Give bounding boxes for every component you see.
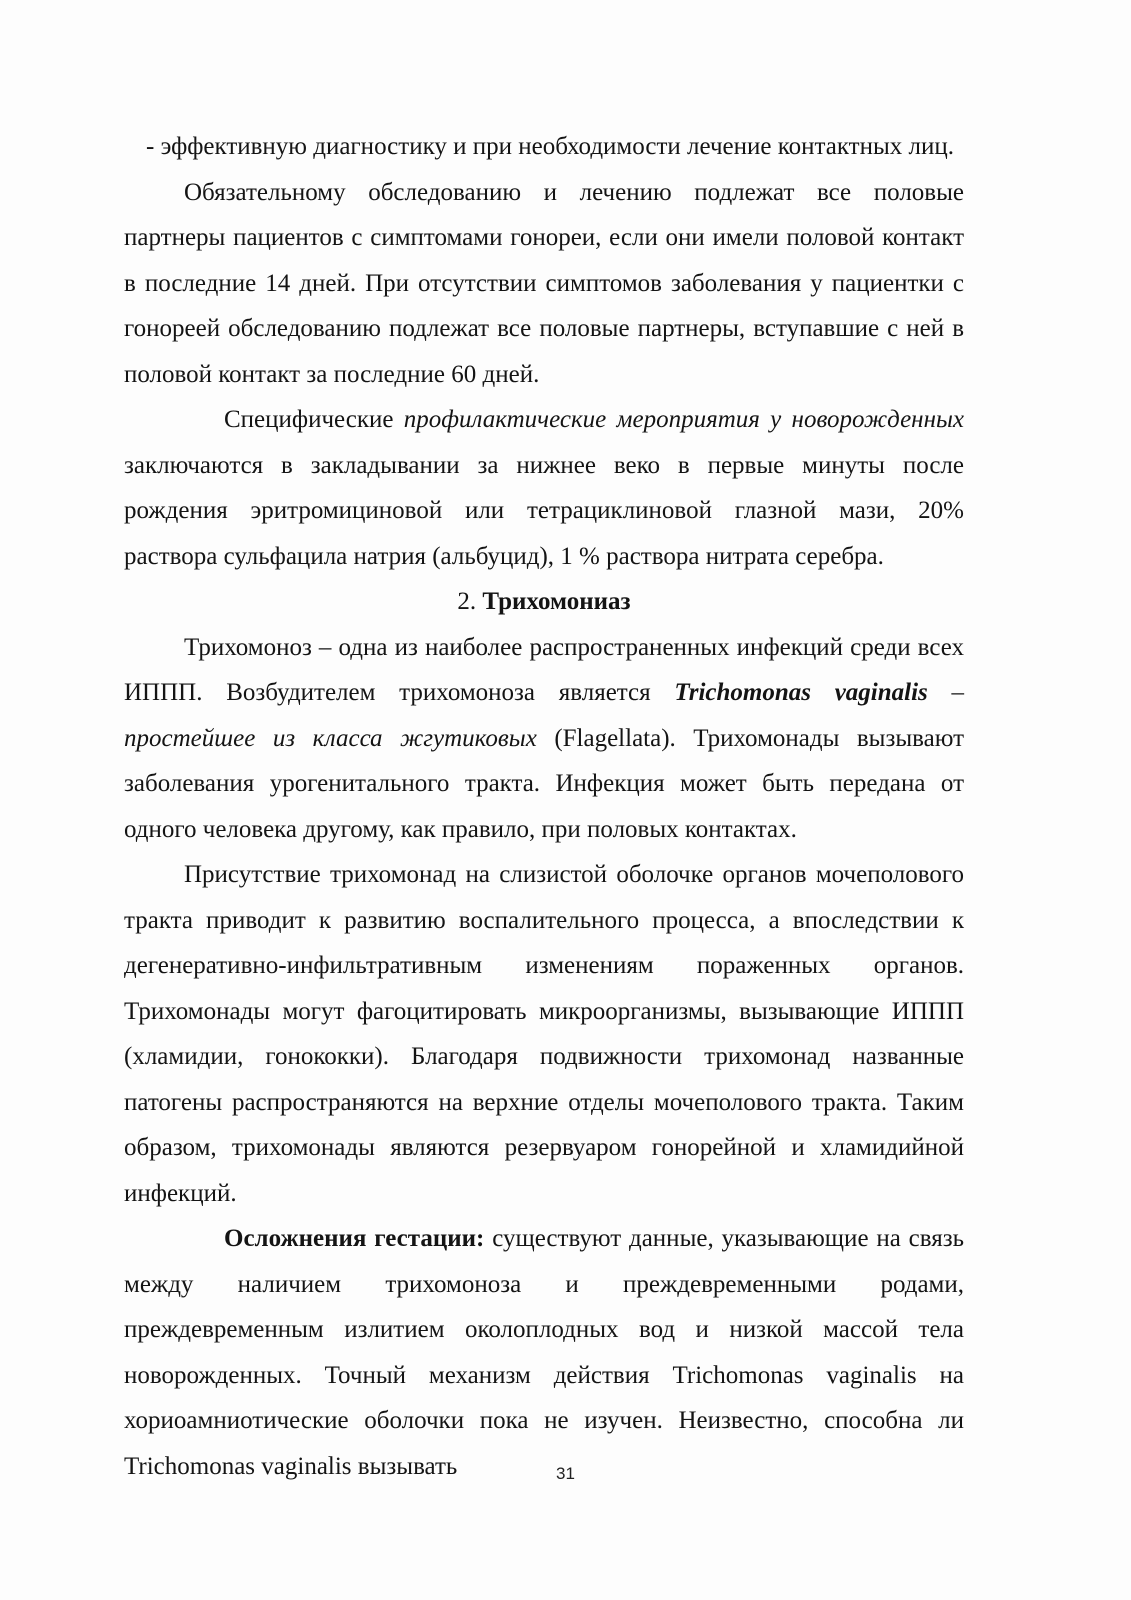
paragraph-partner-examination: Обязательному обследованию и лечению подлежат все половые партнеры пациентов с симптомами гонореи, если они имели половой контакт в последние 14 дней. При отсутствии симптомов заболевания у пациентки с гонореей обследованию подлежат все половые партнеры, вступавшие с ней в половой контакт за последние 60 дней. xyxy=(124,178,964,388)
paragraph-trichomoniasis-intro xyxy=(124,625,964,853)
complications-term: Осложнения гестации: xyxy=(224,1225,485,1252)
prophylaxis-body-text: заключаются в закладывании за нижнее веко в первые минуты после рождения эритромициновой или тетрациклиновой глазной мази, 20% раствора сульфацила натрия (альбуцид), 1 % раствора нитрата серебра. xyxy=(124,451,964,570)
pathogen-name: Trichomonas vaginalis xyxy=(674,679,928,706)
intro-text-1: Трихомоноз – одна из наиболее распространенных инфекций среди всех ИППП. Возбудителем трихомоноза является xyxy=(124,633,964,706)
paragraph-newborn-prophylaxis xyxy=(124,397,964,579)
paragraph-pathogenesis: Присутствие трихомонад на слизистой оболочке органов мочеполового тракта приводит к развитию воспалительного процесса, а впоследствии к дегенеративно-инфильтративным изменениям пораженных органов. Трихомонады могут фагоцитировать микроорганизмы, вызывающие ИППП (хламидии, гонококки). Благодаря подвижности трихомонад названные патогены распространяются на верхние отделы мочеполового тракта. Таким образом, трихомонады являются резервуаром гонорейной и хламидийной инфекций. xyxy=(124,861,964,1207)
prophylaxis-italic-term: профилактические мероприятия у новорожденных xyxy=(403,406,964,433)
section-title: Трихомониаз xyxy=(482,588,631,615)
paragraph-gestation-complications xyxy=(124,1216,964,1489)
prophylaxis-lead-text: Специфические xyxy=(224,406,404,433)
section-heading xyxy=(124,579,964,625)
intro-text-2: (Flagellata). Трихомонады вызывают заболевания урогенитального тракта. Инфекция может быть передана от одного человека другому, как правило, при половых контактах. xyxy=(124,724,964,843)
pathogen-class: простейшее из класса жгутиковых xyxy=(124,724,537,752)
section-number: 2. xyxy=(457,588,477,615)
paragraph-contact-diagnostics: - эффективную диагностику и при необходимости лечение контактных лиц. xyxy=(146,133,954,160)
complications-text: существуют данные, указывающие на связь между наличием трихомоноза и преждевременными родами, преждевременным излитием околоплодных вод и низкой массой тела новорожденных. Точный механизм действия Trichomonas vaginalis на хориоамниотические оболочки пока не изучен. Неизвестно, способна ли Trichomonas vaginalis вызывать xyxy=(124,1225,964,1480)
intro-dash: – xyxy=(927,679,965,706)
page-body xyxy=(124,124,964,1489)
page-number: 31 xyxy=(556,1464,575,1483)
